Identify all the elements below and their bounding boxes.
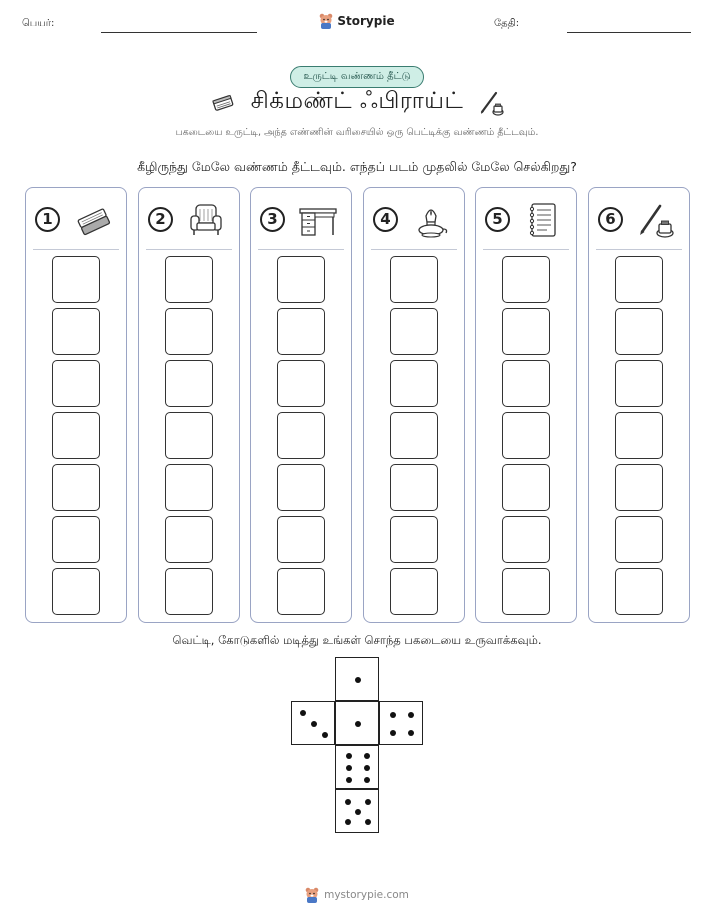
oil-lamp-icon	[411, 200, 451, 240]
die-face-4	[379, 701, 423, 745]
color-box[interactable]	[165, 360, 213, 407]
die-instruction: வெட்டி, கோடுகளில் மடித்து உங்கள் சொந்த பகடையை உருவாக்கவும்.	[172, 633, 542, 647]
brand-logo	[0, 13, 714, 29]
color-box[interactable]	[52, 464, 100, 511]
instructions: பகடையை உருட்டி, அந்த எண்ணின் வரிசையில் ஒரு பெட்டிக்கு வண்ணம் தீட்டவும்.	[175, 127, 539, 138]
question: கீழிருந்து மேலே வண்ணம் தீட்டவும். எந்தப் படம் முதலில் மேலே செல்கிறது?	[137, 159, 577, 174]
die-face-1-center	[335, 701, 379, 745]
color-box[interactable]	[615, 464, 663, 511]
brand-name: Storypie	[337, 14, 395, 28]
color-box[interactable]	[502, 568, 550, 615]
color-box[interactable]	[277, 568, 325, 615]
color-box[interactable]	[52, 568, 100, 615]
color-box[interactable]	[277, 308, 325, 355]
color-box[interactable]	[277, 464, 325, 511]
color-box[interactable]	[165, 308, 213, 355]
color-box[interactable]	[165, 412, 213, 459]
color-box[interactable]	[52, 516, 100, 563]
name-label: பெயர்:	[22, 18, 55, 29]
pen-and-inkwell-icon	[477, 89, 505, 117]
bear-logo-icon	[305, 887, 319, 903]
die-face-1-top	[335, 657, 379, 701]
book-icon	[209, 89, 237, 117]
column-3	[250, 187, 352, 623]
color-box[interactable]	[390, 464, 438, 511]
color-box[interactable]	[390, 360, 438, 407]
color-box[interactable]	[615, 360, 663, 407]
color-box[interactable]	[502, 360, 550, 407]
column-5	[475, 187, 577, 623]
name-line	[101, 32, 257, 33]
color-box[interactable]	[52, 360, 100, 407]
color-box[interactable]	[52, 256, 100, 303]
pen-and-inkwell-icon	[636, 200, 676, 240]
color-box[interactable]	[390, 412, 438, 459]
color-box[interactable]	[615, 412, 663, 459]
color-box[interactable]	[615, 308, 663, 355]
color-box[interactable]	[165, 516, 213, 563]
desk-icon	[298, 200, 338, 240]
color-box[interactable]	[502, 256, 550, 303]
column-4	[363, 187, 465, 623]
column-number: 3	[260, 207, 285, 232]
color-box[interactable]	[390, 308, 438, 355]
color-box[interactable]	[52, 412, 100, 459]
color-box[interactable]	[52, 308, 100, 355]
footer	[0, 887, 714, 903]
color-box[interactable]	[502, 516, 550, 563]
color-box[interactable]	[390, 256, 438, 303]
books-icon	[73, 200, 113, 240]
color-box[interactable]	[165, 568, 213, 615]
column-2	[138, 187, 240, 623]
color-box[interactable]	[615, 568, 663, 615]
color-box[interactable]	[502, 464, 550, 511]
color-box[interactable]	[277, 412, 325, 459]
column-number: 6	[598, 207, 623, 232]
date-line	[567, 32, 691, 33]
bear-logo-icon	[319, 13, 333, 29]
die-face-3	[291, 701, 335, 745]
column-6	[588, 187, 690, 623]
color-box[interactable]	[277, 516, 325, 563]
column-number: 1	[35, 207, 60, 232]
color-box[interactable]	[277, 256, 325, 303]
footer-url[interactable]: mystorypie.com	[324, 889, 409, 901]
column-number: 2	[148, 207, 173, 232]
color-box[interactable]	[615, 256, 663, 303]
die-face-5	[335, 789, 379, 833]
die-face-6	[335, 745, 379, 789]
armchair-icon	[186, 200, 226, 240]
date-label: தேதி:	[494, 18, 520, 29]
color-box[interactable]	[615, 516, 663, 563]
color-box[interactable]	[390, 516, 438, 563]
color-box[interactable]	[165, 256, 213, 303]
column-number: 5	[485, 207, 510, 232]
color-box[interactable]	[502, 308, 550, 355]
notepad-icon	[523, 200, 563, 240]
column-number: 4	[373, 207, 398, 232]
activity-pill: உருட்டி வண்ணம் தீட்டு	[290, 66, 423, 88]
color-box[interactable]	[502, 412, 550, 459]
page-title: சிக்மண்ட் ஃபிராய்ட்	[250, 88, 464, 114]
color-box[interactable]	[165, 464, 213, 511]
color-box[interactable]	[277, 360, 325, 407]
color-box[interactable]	[390, 568, 438, 615]
column-1	[25, 187, 127, 623]
